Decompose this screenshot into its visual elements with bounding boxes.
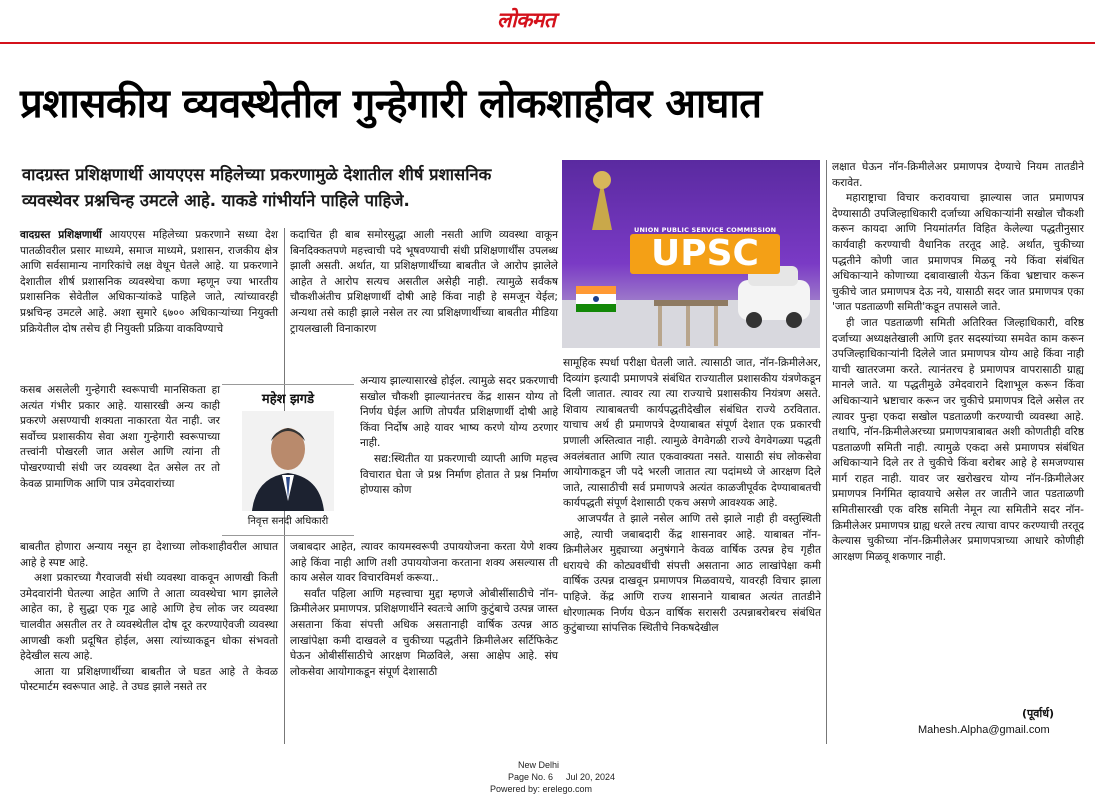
article-text: सामूहिक स्पर्धा परीक्षा घेतली जाते. त्यासाठी जात, नॉन-क्रिमीलेअर, दिव्यांग इत्यादी प्रमाणपत्रे संबंधित राज्यातील प्रशासकीय यंत्रणेकडून दिली जातात. त्यावर त्या त्या राज्याचे प्रशासकीय नियंत्रण असते. शिवाय त्याबाबतची कार्यपद्धतीदेखील संबंधित राज्ये ठरवितात. याचाच अर्थ ही प्रमाणपत्रे देण्याबाबत संपूर्ण देशात एक प्रकारची प्रणाली अस्तित्वात नाही. त्यामुळे वेगवेगळी राज्ये वेगवेगळ्या पद्धती अवलंबतात आणि त्यात एकवाक्यता नसते. यासाठी संघ लोकसेवा आयोगाकडून जी पदे भरली जातात त्या पदांमध्ये जे आरक्षण दिले जाते, त्यासाठीची सर्व प्रमाणपत्रे अत्यंत काळजीपूर्वक देण्याबाबतची कार्यपद्धती संपूर्ण देशासाठी एकच असणे आवश्यक आहे. [563,357,821,510]
column-divider [826,160,827,744]
article-col1-mid [20,383,220,492]
article-col3 [563,356,821,637]
article-text: अन्याय झाल्यासारखे होईल. त्यामुळे सदर प्रकरणाची सखोल चौकशी झाल्यानंतरच केंद्र शासन योग्य तो निर्णय घेईल आणि तोपर्यंत प्रशिक्षणार्थी दोषी आहे किंवा निर्दोष आहे यावर भाष्य करणे योग्य ठरणार नाही. [360,375,558,450]
masthead [0,0,1095,42]
footer-page: Page No. 6 [508,772,554,782]
article-text: कदाचित ही बाब समोरसुद्धा आली नसती आणि व्यवस्था वाकून बिनदिक्कतपणे महत्त्वाची पदे भूषवण्याची संधी प्रशिक्षणार्थींस उपलब्ध झाली असती. अर्थात, या प्रशिक्षणार्थीच्या बाबतीत जे आरोप झालेले आहेत ते आरोप सत्यच असतील असेही नाही. त्यामुळे सर्वंकष चौकशीअंतीच प्रशिक्षणार्थी दोषी आहे किंवा नाही हे समजून येईल; अन्यथा तसे काही झाले नसेल तर त्या प्रशिक्षणार्थीच्या बाबतीत मीडिया ट्रायलखाली विनाकारण [290,229,558,335]
article-text: आयएएस महिलेच्या प्रकरणाने सध्या देश पातळीवरील प्रसार माध्यमे, समाज माध्यमे, प्रशासन, राजकीय क्षेत्र आणि सर्वसामान्य नागरिकांचे लक्ष वेधून घेतले आहे. या प्रकरणाने देशातील शीर्ष प्रशासनिक व्यवस्थेचा कणा म्हणून ज्या भारतीय प्रशासनिक सेवेतील अधिकाऱ्यांकडे पाहिले जाते, त्यांच्यावरही प्रश्नचिन्ह उमटले आहे. अशा सुमारे ६७०० अधिकाऱ्यांच्या नियुक्ती प्रक्रियेतील दोष तसेच ही नियुक्ती प्रक्रिया वाकविण्याचे [20,229,278,335]
article-col4 [832,160,1084,565]
article-text: सर्वांत पहिला आणि महत्त्वाचा मुद्दा म्हणजे ओबीसींसाठीचे नॉन-क्रिमीलेअर प्रमाणपत्र. प्रशिक्षणार्थीने स्वतःचे आणि कुटुंबाचे उत्पन्न जास्त असताना किंवा संपत्ती अधिक असतानाही वार्षिक उत्पन्न आठ लाखांपेक्षा कमी दाखवले व चुकीच्या पद्धतीने क्रिमीलेअर सर्टिफिकेट घेऊन ओबीसींसाठीचे आरक्षण मिळविले, असा आक्षेप आहे. संघ लोकसेवा आयोगाकडून संपूर्ण देशासाठी [290,587,558,678]
footer-city: New Delhi [518,760,560,770]
masthead-rule [0,42,1095,44]
author-name: महेश झगडे [261,392,315,407]
article-col2-mid [360,374,558,499]
article-text: लक्षात घेऊन नॉन-क्रिमीलेअर प्रमाणपत्र देण्याचे नियम तातडीने करावेत. [832,161,1084,189]
article-text: आजपर्यंत ते झाले नसेल आणि तसे झाले नाही ही वस्तुस्थिती आहे, त्याची जबाबदारी केंद्र शासनावर आहे. याबाबत नॉन-क्रिमीलेअर मुद्द्याच्या अनुषंगाने केवळ वार्षिक उत्पन्न हेच गृहीत धरायचे की कोट्यवधींची संपत्ती असताना आठ लाखांपेक्षा कमी वार्षिक उत्पन्न दाखवून प्रमाणपत्र मिळवायचे, यावरही विचार झाला पाहिजे. केंद्र आणि राज्य शासनाने याबाबत अत्यंत तातडीने धोरणात्मक निर्णय घेऊन वार्षिक सरासरी उत्पन्नाबरोबरच संबंधित कुटुंबाच्या सांपत्तिक स्थितीचे निकषदेखील [563,512,821,635]
article-text: महाराष्ट्राचा विचार करावयाचा झाल्यास जात प्रमाणपत्र देण्यासाठी उपजिल्हाधिकारी दर्जाच्या अधिकाऱ्यांनी सखोल चौकशी करून कायदा आणि नियमांतर्गत विहित केलेल्या पद्धतीनुसार कार्यवाही करण्याची वैधानिक तरतूद आहे. अर्थात, चुकीच्या पद्धतीने कोणी जात प्रमाणपत्र मिळवू नये किंवा संबंधित अधिकाऱ्याने कोणाच्या दबावाखाली येऊन किंवा भ्रष्टाचार करून चुकीचे जात प्रमाणपत्र देऊ नये, यासाठी सदर जात प्रमाणपत्र एका 'जात पडताळणी समिती'कडून तपासले जाते. [832,192,1084,314]
article-col1-top [20,228,278,337]
article-col2-bottom [290,540,558,680]
article-text: बाबतीत होणारा अन्याय नसून हा देशाच्या लोकशाहीवरील आघात आहे हे स्पष्ट आहे. [20,541,278,569]
headline: प्रशासकीय व्यवस्थेतील गुन्हेगारी लोकशाहीवर आघात [20,81,762,127]
article-text: अशा प्रकारच्या गैरवाजवी संधी व्यवस्था वाकवून आणखी किती उमेदवारांनी घेतल्या आहेत आणि ते आता व्यवस्थेचा भाग झालेले आहेत का, हे सुद्धा एक गूढ आहे आणि हेच लोक जर व्यवस्था चालवीत असतील तर ते व्यवस्थेतील दोष दूर करण्याऐवजी व्यवस्था आणखी कशी प्रदूषित होईल, असा त्यांच्याकडून धोका संभवतो हेदेखील सत्य आहे. [20,572,278,663]
article-col1-bottom [20,540,278,696]
author-photo [242,411,334,511]
author-box [222,384,354,536]
article-text: जबाबदार आहेत, त्यावर कायमस्वरूपी उपाययोजना करता येणे शक्य आहे किंवा नाही आणि तशी उपाययोजना करताना शक्य असल्यास ती काय असेल यावर विचारविमर्श करूया.. [290,541,558,585]
lokmat-logo: लोकमत [497,8,556,32]
footer-powered: Powered by: erelego.com [490,784,593,794]
author-email: Mahesh.Alpha@gmail.com [918,724,1050,736]
upsc-image [562,160,820,348]
article-text: सद्य:स्थितीत या प्रकरणाची व्याप्ती आणि महत्त्व विचारात घेता जे प्रश्न निर्माण होतात ते प्रश्न निर्माण होण्यास कोण [360,452,558,497]
deck: वादग्रस्त प्रशिक्षणार्थी आयएएस महिलेच्या प्रकरणामुळे देशातील शीर्ष प्रशासनिक व्यवस्थेवर प्रश्नचिन्ह उमटले आहे. याकडे गांभीर्याने पाहिले पाहिजे. [22,165,492,210]
article-col2-top [290,228,558,337]
upsc-caption-big: UPSC [630,234,780,274]
upsc-caption-small: UNION PUBLIC SERVICE COMMISSION [634,226,777,234]
article-text: कसब असलेली गुन्हेगारी स्वरूपाची मानसिकता हा अत्यंत गंभीर प्रकार आहे. यासारखी अन्य काही प्रकरणे असण्याची शक्यता नाकारता येत नाही. जर सर्वोच्च प्रशासकीय सेवा अशा गुन्हेगारी स्वरूपाच्या तत्त्वांनी पोखरली जात असेल आणि त्यांना ती पोखरण्याची संधी जर व्यवस्था देत असेल तर तो केवळ प्रामाणिक आणि पात्र उमेदवारांच्या [20,384,220,490]
footer-date: Jul 20, 2024 [566,772,616,782]
article-text: आता या प्रशिक्षणार्थीच्या बाबतीत जे घडत आहे ते केवळ पोस्टमार्टम स्वरूपात आहे. ते उघड झाले नसते तर [20,665,278,694]
article-text: ही जात पडताळणी समिती अतिरिक्त जिल्हाधिकारी, वरिष्ठ दर्जाच्या अध्यक्षतेखाली आणि इतर सदस्यांच्या समवेत काम करून उपजिल्हाधिकाऱ्यांनी दिलेले जात प्रमाणपत्र योग्य आहे किंवा नाही याची खातरजमा करते. त्यानंतरच हे प्रमाणपत्र वापरासाठी ग्राह्य मानले जाते. या पद्धतीमुळे उमेदवाराने दिशाभूल करून किंवा अधिकाऱ्याने भ्रष्टाचार करून जर चुकीचे प्रमाणपत्र दिले असेल तर त्यावर पुन्हा एकदा सखोल पडताळणी करण्याची व्यवस्था आहे. तथापि, नॉन-क्रिमीलेअरच्या प्रमाणपत्राबाबत अशी कोणतीही वरिष्ठ पडताळणी समिती नाही. त्यामुळे एकदा असे प्रमाणपत्र संबंधित अधिकाऱ्याने दिले तर ते चुकीचे किंवा बरोबर आहे हे समजण्यास मार्ग राहत नाही. यावर जर खरोखरच योग्य नॉन-क्रिमीलेअर प्रमाणपत्र निर्गमित व्हावयाचे असेल तर जातीने जात पडताळणी समितीसारखी एक वरिष्ठ समिती नेमून त्या समितीने सदर नॉन-क्रिमीलेअर प्रमाणपत्र ग्राह्य धरले तरच त्याचा वापर करण्याची तरतूद केल्यास चुकीच्या नॉन-क्रिमीलेअर प्रमाणपत्राच्या आधारे कोणीही आरक्षण मिळवू शकणार नाही. [832,316,1084,563]
author-designation: निवृत्त सनदी अधिकारी [247,516,329,527]
lead-text: वादग्रस्त प्रशिक्षणार्थी [20,229,102,241]
continued-marker: (पूर्वार्ध) [1022,707,1055,720]
